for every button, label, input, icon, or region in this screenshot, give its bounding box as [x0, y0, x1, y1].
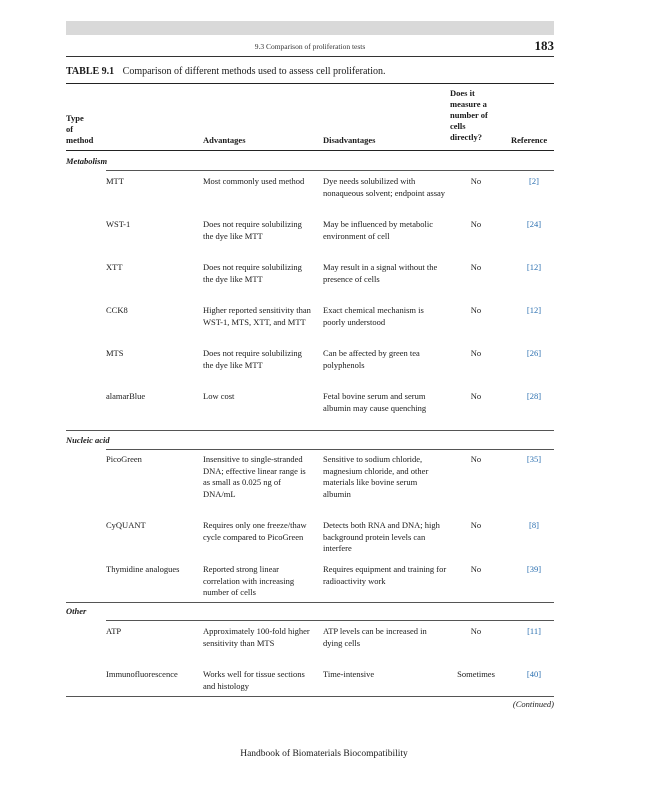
cell-direct: Sometimes	[457, 669, 495, 679]
header-direct-line4: cells	[450, 121, 466, 131]
cell-reference-link[interactable]: [35]	[526, 454, 542, 464]
cell-method: Immunofluorescence	[106, 669, 178, 679]
table-caption: Comparison of different methods used to assess cell proliferation.	[122, 66, 386, 77]
top-header-bar	[66, 21, 554, 35]
running-head	[66, 40, 554, 57]
cell-reference-link[interactable]: [2]	[529, 176, 539, 186]
header-type-line3: method	[66, 135, 94, 145]
cell-reference-link[interactable]: [28]	[526, 391, 542, 401]
section-separator	[66, 602, 554, 603]
cell-method: WST-1	[106, 219, 131, 229]
cell-direct: No	[470, 626, 482, 636]
cell-advantages: Insensitive to single-stranded DNA; effective linear range is as small as 0.025 ng of DNA/mL	[203, 454, 306, 499]
cell-advantages: Most commonly used method	[203, 176, 305, 186]
cell-advantages: Requires only one freeze/thaw cycle compared to PicoGreen	[203, 520, 307, 542]
cell-reference-link[interactable]: [39]	[526, 564, 542, 574]
section-rule	[106, 170, 554, 171]
cell-reference-link[interactable]: [12]	[526, 262, 542, 272]
header-advantages: Advantages	[203, 135, 246, 145]
cell-direct: No	[470, 564, 482, 574]
cell-direct: No	[470, 305, 482, 315]
table-bottom-rule	[66, 696, 554, 697]
header-type-line1: Type	[66, 113, 84, 123]
cell-method: XTT	[106, 262, 123, 272]
header-bottom-rule	[66, 150, 554, 151]
section-nucleic-acid: Nucleic acid	[66, 435, 110, 445]
cell-reference-link[interactable]: [11]	[527, 626, 541, 636]
section-separator	[66, 430, 554, 431]
cell-disadvantages: Exact chemical mechanism is poorly understood	[323, 305, 424, 327]
cell-direct: No	[470, 219, 482, 229]
cell-direct: No	[470, 262, 482, 272]
cell-disadvantages: Requires equipment and training for radioactivity work	[323, 564, 447, 586]
cell-direct: No	[470, 348, 482, 358]
cell-advantages: Approximately 100-fold higher sensitivity than MTS	[203, 626, 310, 648]
cell-method: CyQUANT	[106, 520, 146, 530]
cell-disadvantages: Dye needs solubilized with nonaqueous solvent; endpoint assay	[323, 176, 446, 198]
header-reference: Reference	[511, 135, 548, 145]
header-direct-line5: directly?	[450, 132, 482, 142]
cell-method: Thymidine analogues	[106, 564, 180, 574]
cell-advantages: Does not require solubilizing the dye like MTT	[203, 262, 302, 284]
cell-direct: No	[470, 391, 482, 401]
cell-method: MTT	[106, 176, 124, 186]
cell-direct: No	[470, 520, 482, 530]
cell-method: alamarBlue	[106, 391, 146, 401]
cell-reference-link[interactable]: [24]	[526, 219, 542, 229]
header-direct-line3: number of	[450, 110, 488, 120]
section-other: Other	[66, 606, 87, 616]
cell-disadvantages: Can be affected by green tea polyphenols	[323, 348, 420, 370]
cell-advantages: Does not require solubilizing the dye like MTT	[203, 219, 302, 241]
cell-disadvantages: Fetal bovine serum and serum albumin may cause quenching	[323, 391, 427, 413]
cell-disadvantages: Detects both RNA and DNA; high background protein levels can interfere	[323, 520, 440, 553]
cell-method: ATP	[106, 626, 122, 636]
table-top-rule	[66, 83, 554, 84]
page-number: 183	[534, 38, 554, 53]
cell-method: MTS	[106, 348, 124, 358]
cell-reference-link[interactable]: [8]	[529, 520, 539, 530]
cell-disadvantages: ATP levels can be increased in dying cells	[323, 626, 427, 648]
cell-advantages: Works well for tissue sections and histology	[203, 669, 305, 691]
cell-advantages: Does not require solubilizing the dye like MTT	[203, 348, 302, 370]
page-footer: Handbook of Biomaterials Biocompatibility	[240, 749, 408, 759]
section-rule	[106, 620, 554, 621]
cell-advantages: Low cost	[203, 391, 235, 401]
section-rule	[106, 449, 554, 450]
table-title	[66, 66, 385, 77]
cell-disadvantages: May be influenced by metabolic environment of cell	[323, 219, 433, 241]
header-direct	[450, 88, 488, 143]
continued-note: (Continued)	[512, 699, 554, 709]
cell-reference-link[interactable]: [40]	[526, 669, 542, 679]
header-direct-line1: Does it	[450, 88, 475, 98]
cell-advantages: Reported strong linear correlation with increasing number of cells	[203, 564, 295, 597]
cell-direct: No	[470, 454, 482, 464]
cell-method: CCK8	[106, 305, 128, 315]
cell-direct: No	[470, 176, 482, 186]
cell-reference-link[interactable]: [26]	[526, 348, 542, 358]
running-title: 9.3 Comparison of proliferation tests	[254, 42, 366, 51]
header-direct-line2: measure a	[450, 99, 487, 109]
section-metabolism: Metabolism	[66, 156, 108, 166]
header-type	[66, 113, 93, 146]
cell-disadvantages: Sensitive to sodium chloride, magnesium chloride, and other materials like bovine serum albumin	[323, 454, 429, 499]
table-number: TABLE 9.1	[66, 66, 115, 77]
cell-advantages: Higher reported sensitivity than WST-1, MTS, XTT, and MTT	[203, 305, 311, 327]
cell-reference-link[interactable]: [12]	[526, 305, 542, 315]
header-type-line2: of	[66, 124, 74, 134]
cell-disadvantages: Time-intensive	[323, 669, 375, 679]
header-disadvantages: Disadvantages	[323, 135, 376, 145]
cell-disadvantages: May result in a signal without the presence of cells	[323, 262, 438, 284]
cell-method: PicoGreen	[106, 454, 142, 464]
